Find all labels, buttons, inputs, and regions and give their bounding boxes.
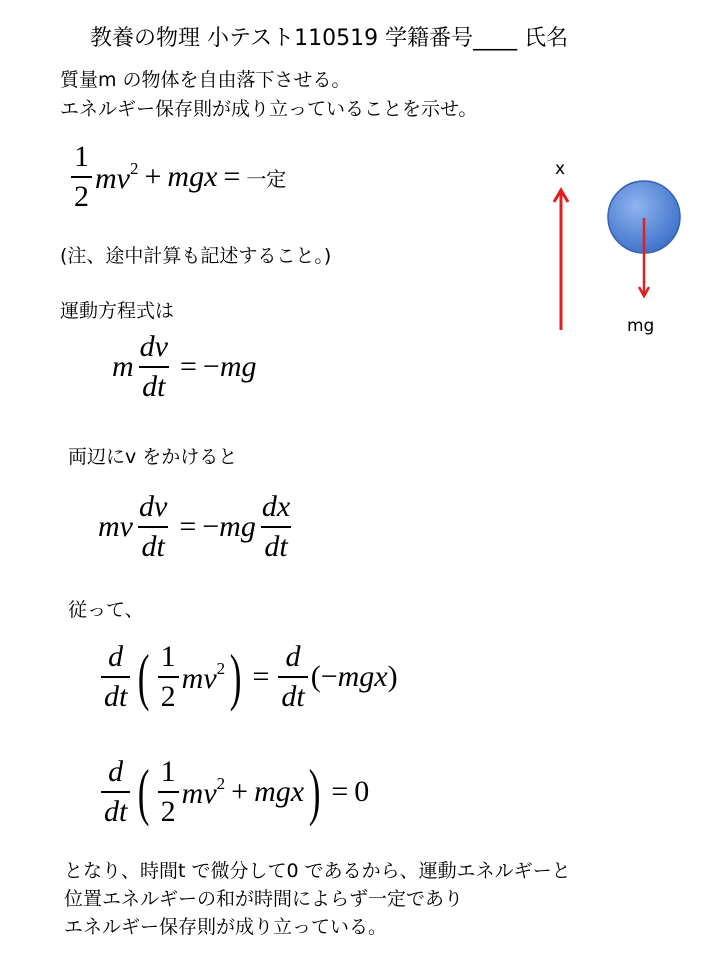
force-label: mg xyxy=(627,316,655,336)
conclusion-line-1: となり、時間t で微分して0 であるから、運動エネルギーと xyxy=(64,860,571,882)
equation-multiplied: mv $\frac{dv}{dt}$ = −mg $\frac{dx}{dt}$ xyxy=(98,490,291,563)
x-axis-arrow xyxy=(554,190,568,330)
step2-text: 両辺にv をかけると xyxy=(68,446,238,468)
conclusion-line-3: エネルギー保存則が成り立っている。 xyxy=(64,916,388,938)
step3-text: 従って、 xyxy=(68,599,144,621)
equation-energy-constant: $\frac{1}{2}$ $mv^2$ + mgx = 一定 xyxy=(68,140,286,214)
equation-motion: m $\frac{dv}{dt}$ = −mg xyxy=(112,330,257,403)
problem-line-1: 質量m の物体を自由落下させる。 xyxy=(60,69,351,91)
equation-conservation-zero: $\frac{d}{dt}$ ( $\frac{1}{2}$ $mv^2$ + mgx ) = 0 xyxy=(98,755,369,829)
conclusion-line-2: 位置エネルギーの和が時間によらず一定であり xyxy=(64,888,464,910)
equation-derivative-form: $\frac{d}{dt}$ ( $\frac{1}{2}$ $mv^2$ ) = $\frac{d}{dt}$ (−mgx) xyxy=(98,640,398,714)
equation-constant-label: 一定 xyxy=(246,166,287,191)
step1-text: 運動方程式は xyxy=(60,300,175,322)
note-text: (注、途中計算も記述すること。) xyxy=(60,245,332,267)
x-axis-label: x xyxy=(555,159,566,179)
page-title: 教養の物理 小テスト110519 学籍番号____ 氏名 xyxy=(90,26,569,51)
problem-line-2: エネルギー保存則が成り立っていることを示せ。 xyxy=(60,98,478,120)
